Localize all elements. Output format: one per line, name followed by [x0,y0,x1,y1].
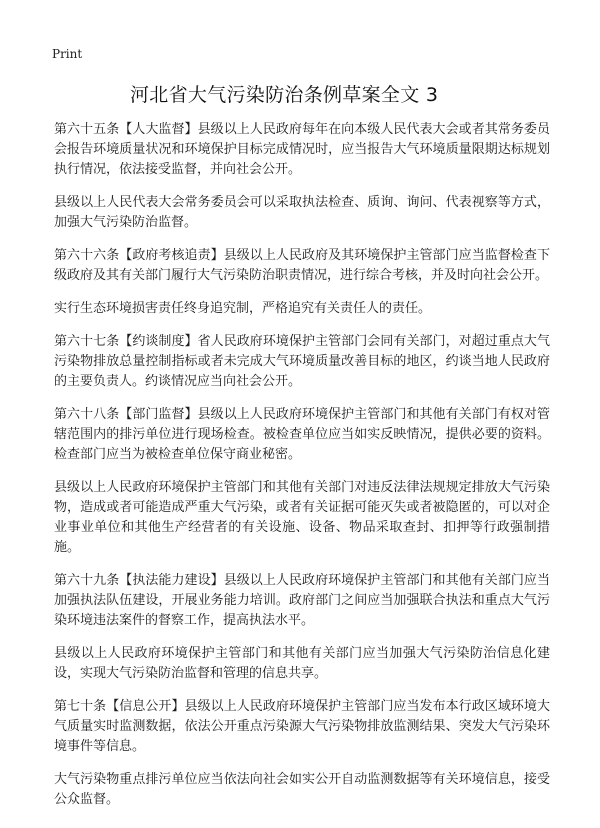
article-paragraph: 第六十七条【约谈制度】省人民政府环境保护主管部门会同有关部门，对超过重点大气污染物排放总量控制指标或者未完成大气环境质量改善目标的地区，约谈当地人民政府的主要负责人。约谈情况应当向社会公开。 [54,334,550,389]
article-paragraph: 实行生态环境损害责任终身追究制，严格追究有关责任人的责任。 [54,301,432,316]
article-paragraph: 第六十九条【执法能力建设】县级以上人民政府环境保护主管部门和其他有关部门应当加强执法队伍建设，开展业务能力培训。政府部门之间应当加强联合执法和重点大气污染环境违法案件的督察工作，提高执法水平。 [54,573,550,628]
article-paragraph: 大气污染物重点排污单位应当依法向社会如实公开自动监测数据等有关环境信息，接受公众监督。 [54,772,550,807]
article-title: 河北省大气污染防治条例草案全文 3 [130,84,439,106]
article-paragraph: 第六十五条【人大监督】县级以上人民政府每年在向本级人民代表大会或者其常务委员会报告环境质量状况和环境保护目标完成情况时，应当报告大气环境质量限期达标规划执行情况，依法接受监督，并向社会公开。 [54,122,550,177]
article-paragraph: 县级以上人民政府环境保护主管部门和其他有关部门应当加强大气污染防治信息化建设，实现大气污染防治监督和管理的信息共享。 [54,646,550,681]
article-body [54,120,550,823]
article-paragraph: 县级以上人民政府环境保护主管部门和其他有关部门对违反法律法规规定排放大气污染物，造成或者可能造成严重大气污染，或者有关证据可能灭失或者被隐匿的，可以对企业事业单位和其他生产经营者的有关设施、设备、物品采取查封、扣押等行政强制措施。 [54,480,550,555]
article-paragraph: 县级以上人民代表大会常务委员会可以采取执法检查、质询、询问、代表视察等方式，加强大气污染防治监督。 [54,195,550,230]
print-link[interactable]: Print [52,47,83,61]
article-paragraph: 第六十六条【政府考核追责】县级以上人民政府及其环境保护主管部门应当监督检查下级政府及其有关部门履行大气污染防治职责情况，进行综合考核，并及时向社会公开。 [54,248,550,283]
article-paragraph: 第六十八条【部门监督】县级以上人民政府环境保护主管部门和其他有关部门有权对管辖范围内的排污单位进行现场检查。被检查单位应当如实反映情况，提供必要的资料。检查部门应当为被检查单位保守商业秘密。 [54,407,550,462]
article-paragraph: 第七十条【信息公开】县级以上人民政府环境保护主管部门应当发布本行政区域环境大气质量实时监测数据，依法公开重点污染源大气污染物排放监测结果、突发大气污染环境事件等信息。 [54,699,550,754]
